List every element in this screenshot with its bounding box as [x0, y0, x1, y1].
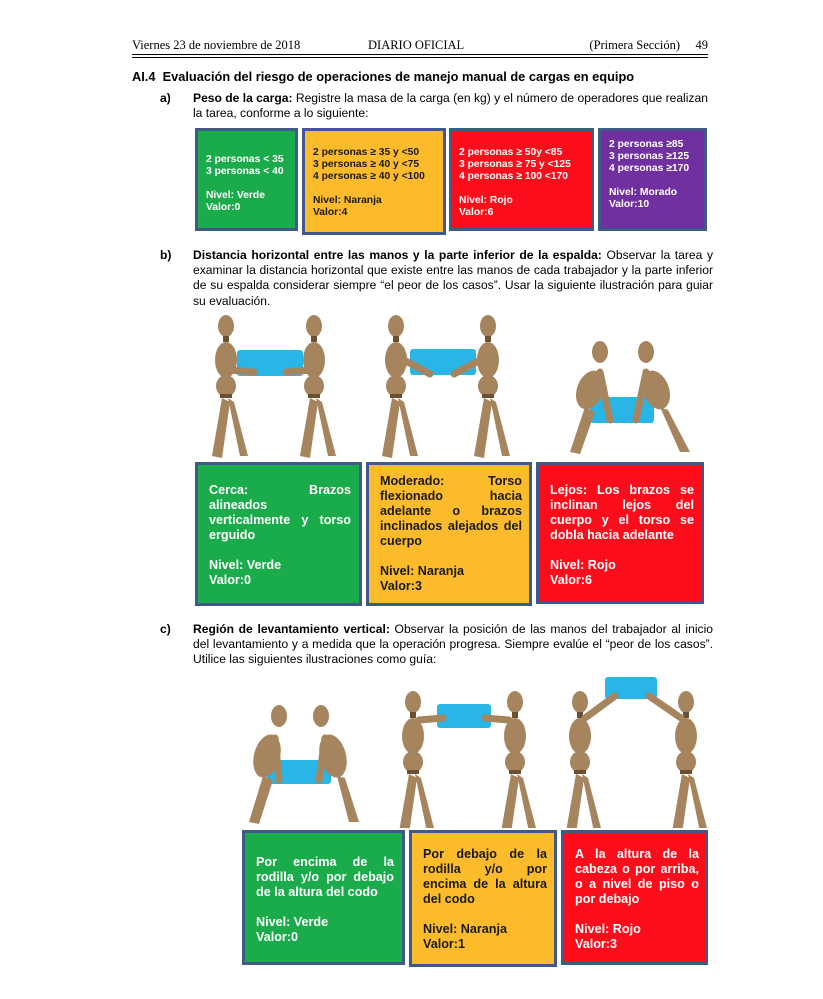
- box-description: A la altura de la cabeza o por arriba, o a nivel de piso o por debajo: [575, 847, 699, 906]
- item-c: [132, 622, 712, 669]
- item-a-text: [193, 91, 713, 121]
- box-level: Nivel: Verde: [209, 558, 282, 572]
- box-value: Valor:0: [209, 573, 251, 587]
- box-level: Nivel: Naranja: [313, 195, 382, 206]
- box-description: Lejos: Los brazos se inclinan lejos del cuerpo y el torso se dobla hacia adelante: [550, 483, 694, 542]
- box-level: Nivel: Rojo: [575, 922, 641, 936]
- section-title: AI.4 Evaluación del riesgo de operaciones de manejo manual de cargas en equipo: [132, 69, 635, 84]
- box-value: Valor:0: [256, 930, 298, 944]
- box-value: Valor:0: [206, 202, 241, 213]
- box-value: Valor:4: [313, 207, 348, 218]
- box-level: Nivel: Verde: [256, 915, 329, 929]
- header-rule: [132, 57, 708, 58]
- box-line: 4 personas ≥ 40 y <100: [313, 171, 425, 182]
- item-body: Observar la tarea y examinar la distancia horizontal que existe entre las manos de cada trabajador y la parte inferior de su espalda considerar siempre “el peor de los casos”. Usar la siguiente ilustración para guiar su evaluación.: [193, 248, 714, 308]
- box-level: Nivel: Rojo: [550, 558, 616, 572]
- distance-box-green: [195, 462, 362, 606]
- box-line: 2 personas ≥85: [609, 139, 684, 150]
- box-line: 3 personas ≥ 75 y <125: [459, 159, 571, 170]
- item-heading: Peso de la carga:: [193, 91, 293, 105]
- box-value: Valor:6: [550, 573, 592, 587]
- mannequin-illustration-vertical-region: [235, 672, 715, 828]
- box-value: Valor:10: [609, 199, 650, 210]
- distance-box-red: [536, 462, 704, 604]
- item-heading: Región de levantamiento vertical:: [193, 622, 390, 636]
- item-b-text: [193, 248, 713, 309]
- box-value: Valor:1: [423, 937, 465, 951]
- item-heading: Distancia horizontal entre las manos y la parte inferior de la espalda:: [193, 248, 602, 262]
- item-body: Observar la posición de las manos del trabajador al inicio del levantamiento y a medida que la operación progresa. Siempre evalúe el “peor de los casos”. Utilice las siguientes ilustraciones como guía:: [193, 622, 713, 667]
- weight-box-green: [195, 128, 298, 231]
- item-letter: c): [160, 622, 171, 636]
- box-line: 4 personas ≥ 100 <170: [459, 171, 568, 182]
- header-date: Viernes 23 de noviembre de 2018: [132, 38, 301, 52]
- item-letter: b): [160, 248, 172, 262]
- mannequin-illustration-horizontal-distance: [190, 312, 710, 462]
- vertical-box-red: [561, 830, 708, 965]
- item-letter: a): [160, 91, 171, 105]
- item-c-text: [193, 622, 713, 668]
- weight-box-purple: [598, 128, 707, 231]
- box-description: Por encima de la rodilla y/o por debajo de la altura del codo: [256, 855, 394, 899]
- box-line: 4 personas ≥170: [609, 163, 690, 174]
- box-description: Por debajo de la rodilla y/o por encima de la altura del codo: [423, 847, 547, 906]
- vertical-box-green: [242, 830, 405, 965]
- box-line: 3 personas ≥ 40 y <75: [313, 159, 420, 170]
- box-line: 2 personas ≥ 50y <85: [459, 147, 563, 158]
- item-body: Registre la masa de la carga (en kg) y el número de operadores que realizan la tarea, conforme a lo siguiente:: [193, 91, 708, 121]
- vertical-box-orange: [409, 830, 557, 967]
- box-level: Nivel: Morado: [609, 187, 678, 198]
- box-value: Valor:3: [380, 579, 422, 593]
- box-value: Valor:6: [459, 207, 494, 218]
- box-level: Nivel: Naranja: [380, 564, 464, 578]
- box-line: 2 personas < 35: [206, 154, 284, 165]
- weight-box-orange: [302, 128, 446, 235]
- item-b: [132, 248, 712, 310]
- weight-box-red: [449, 128, 594, 231]
- box-level: Nivel: Rojo: [459, 195, 513, 206]
- load-box: [590, 397, 654, 423]
- box-description: Moderado: Torso flexionado hacia adelante o brazos inclinados alejados del cuerpo: [380, 474, 522, 548]
- header-rule: [132, 54, 708, 55]
- box-line: 3 personas ≥125: [609, 151, 690, 162]
- box-value: Valor:3: [575, 937, 617, 951]
- box-level: Nivel: Verde: [206, 190, 265, 201]
- box-line: 3 personas < 40: [206, 166, 284, 177]
- header-page-number: 49: [695, 38, 708, 52]
- item-a: [132, 91, 712, 123]
- box-level: Nivel: Naranja: [423, 922, 507, 936]
- box-line: 2 personas ≥ 35 y <50: [313, 147, 420, 158]
- box-description: Cerca: Brazos alineados verticalmente y torso erguido: [209, 483, 351, 542]
- distance-box-orange: [366, 462, 532, 606]
- header-section: (Primera Sección): [589, 38, 680, 52]
- header-publication: DIARIO OFICIAL: [368, 38, 465, 52]
